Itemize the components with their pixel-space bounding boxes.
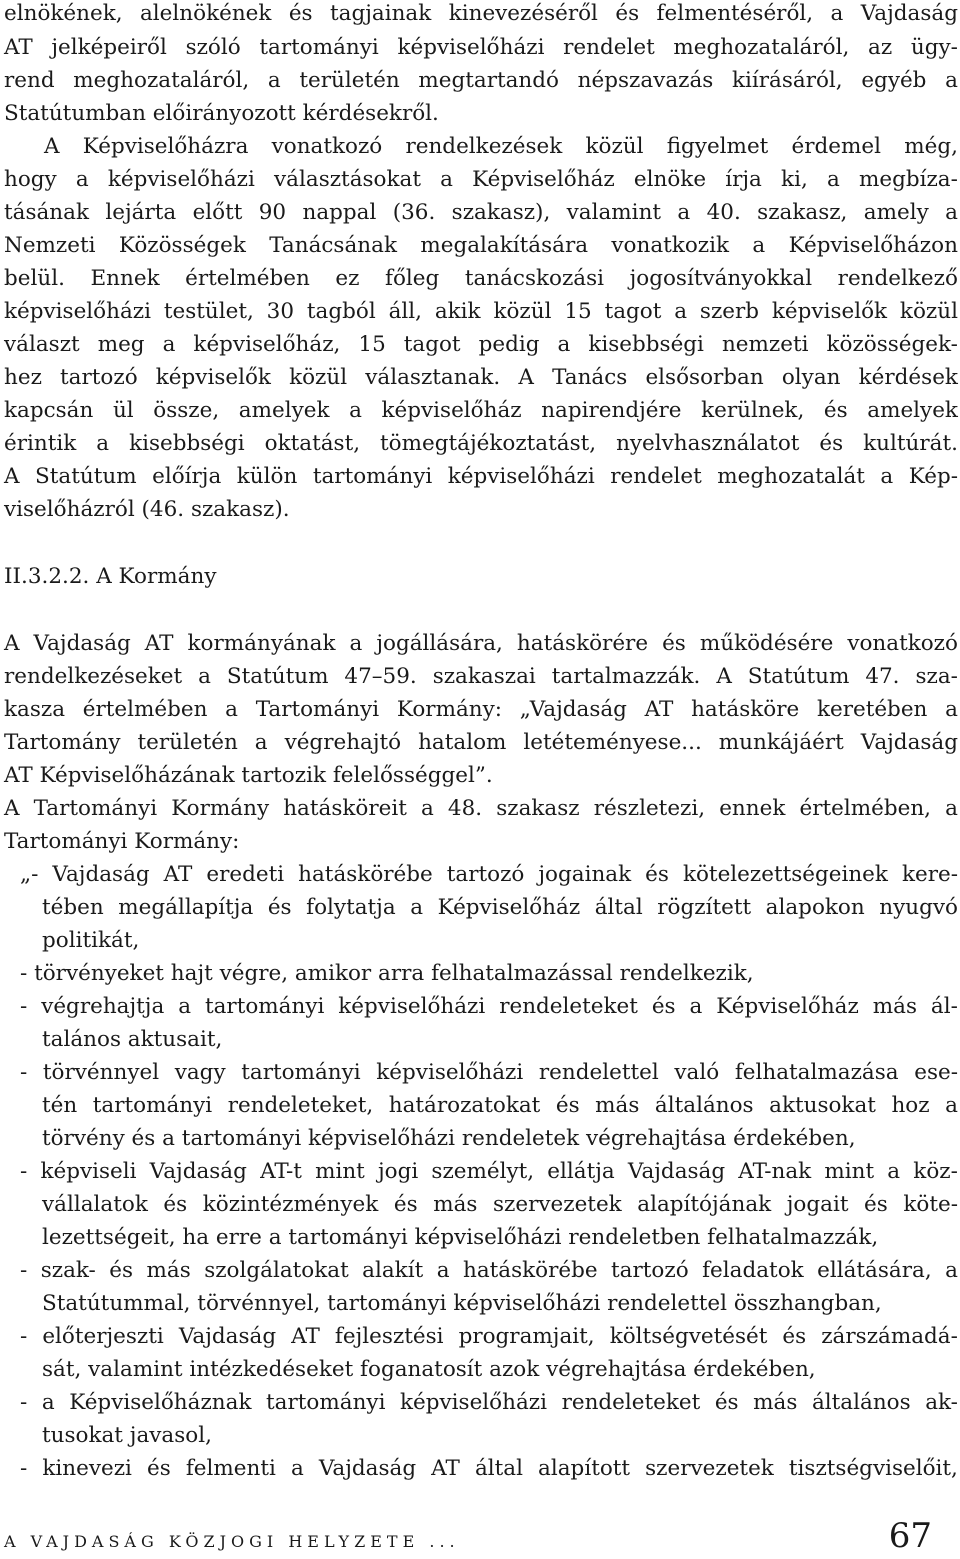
text-line: tén tartományi rendeleteket, határozatokat és más általános aktusokat hoz a [42,1093,958,1118]
text-line: sát, valamint intézkedéseket foganatosít azok végrehajtása érdekében, [42,1357,816,1382]
text-line: AT jelképeiről szóló tartományi képviselőházi rendelet meghozataláról, az ügy- [4,35,958,60]
text-line: A Vajdaság AT kormányának a jogállására, hatáskörére és működésére vonatkozó [4,631,958,656]
text-line: tusokat javasol, [42,1423,212,1448]
text-line: - törvénnyel vagy tartományi képviselőházi rendelettel való felhatalmazása ese- [20,1060,958,1085]
text-line: - képviseli Vajdaság AT-t mint jogi személyt, ellátja Vajdaság AT-nak mint a köz- [20,1159,958,1184]
text-line: Statútumban előirányozott kérdésekről. [4,101,439,126]
text-line: kapcsán ül össze, amelyek a képviselőház napirendjére kerülnek, és amelyek [4,398,958,423]
text-line: hez tartozó képviselők közül választanak. A Tanács elsősorban olyan kérdések [4,365,958,390]
text-line: - a Képviselőháznak tartományi képviselőházi rendeleteket és más általános ak- [20,1390,958,1415]
page-number: 67 [888,1516,932,1556]
text-line: „- Vajdaság AT eredeti hatáskörébe tartozó jogainak és kötelezettségeinek kere- [20,862,958,887]
text-line: hogy a képviselőházi választásokat a Képviselőház elnöke írja ki, a megbíza- [4,167,958,192]
text-line: AT Képviselőházának tartozik felelősséggel”. [4,763,493,788]
text-line: rendelkezéseket a Statútum 47–59. szakaszai tartalmazzák. A Statútum 47. sza- [4,664,958,689]
text-line: Tartomány területén a végrehajtó hatalom letéteményese... munkájáért Vajdaság [4,730,958,755]
text-line: A Tartományi Kormány hatásköreit a 48. szakasz részletezi, ennek értelmében, a [4,796,958,821]
text-line: - előterjeszti Vajdaság AT fejlesztési programjait, költségvetését és zárszámadá- [20,1324,958,1349]
text-line: A Statútum előírja külön tartományi képviselőházi rendelet meghozatalát a Kép- [4,464,958,489]
text-line: törvény és a tartományi képviselőházi rendeletek végrehajtása érdekében, [42,1126,856,1151]
text-line: Nemzeti Közösségek Tanácsának megalakítására vonatkozik a Képviselőházon [4,233,958,258]
text-line: A Képviselőházra vonatkozó rendelkezések közül figyelmet érdemel még, [44,134,958,159]
text-line: vállalatok és közintézmények és más szervezetek alapítójának jogait és köte- [42,1192,958,1217]
text-line: politikát, [42,928,140,953]
text-line: érintik a kisebbségi oktatást, tömegtájékoztatást, nyelvhasználatot és kultúrát. [4,431,958,456]
text-line: lezettségeit, ha erre a tartományi képviselőházi rendeletben felhatalmazzák, [42,1225,879,1250]
text-line: - törvényeket hajt végre, amikor arra felhatalmazással rendelkezik, [20,961,754,986]
text-line: képviselőházi testület, 30 tagból áll, akik közül 15 tagot a szerb képviselők közül [4,299,958,324]
text-line: talános aktusait, [42,1027,223,1052]
text-line: II.3.2.2. A Kormány [4,564,217,589]
text-line: elnökének, alelnökének és tagjainak kinevezéséről és felmentéséről, a Vajdaság [4,1,958,26]
text-line: tében megállapítja és folytatja a Képviselőház által rögzített alapokon nyugvó [42,895,958,920]
text-line: kasza értelmében a Tartományi Kormány: „Vajdaság AT hatásköre keretében a [4,697,958,722]
text-line: rend meghozataláról, a területén megtartandó népszavazás kiírásáról, egyéb a [4,68,958,93]
text-line: Statútummal, törvénnyel, tartományi képviselőházi rendelettel összhangban, [42,1291,882,1316]
text-line: - kinevezi és felmenti a Vajdaság AT által alapított szervezetek tisztségviselőit, [20,1456,958,1481]
text-line: - szak- és más szolgálatokat alakít a hatáskörébe tartozó feladatok ellátására, a [20,1258,958,1283]
text-line: belül. Ennek értelmében ez főleg tanácskozási jogosítványokkal rendelkező [4,266,958,291]
text-line: tásának lejárta előtt 90 nappal (36. szakasz), valamint a 40. szakasz, amely a [4,200,958,225]
running-footer-title: A VAJDASÁG KÖZJOGI HELYZETE ... [4,1532,460,1551]
text-line: viselőházról (46. szakasz). [4,497,290,522]
text-line: Tartományi Kormány: [4,829,240,854]
text-line: választ meg a képviselőház, 15 tagot pedig a kisebbségi nemzeti közösségek- [4,332,958,357]
text-line: - végrehajtja a tartományi képviselőházi rendeleteket és a Képviselőház más ál- [20,994,958,1019]
